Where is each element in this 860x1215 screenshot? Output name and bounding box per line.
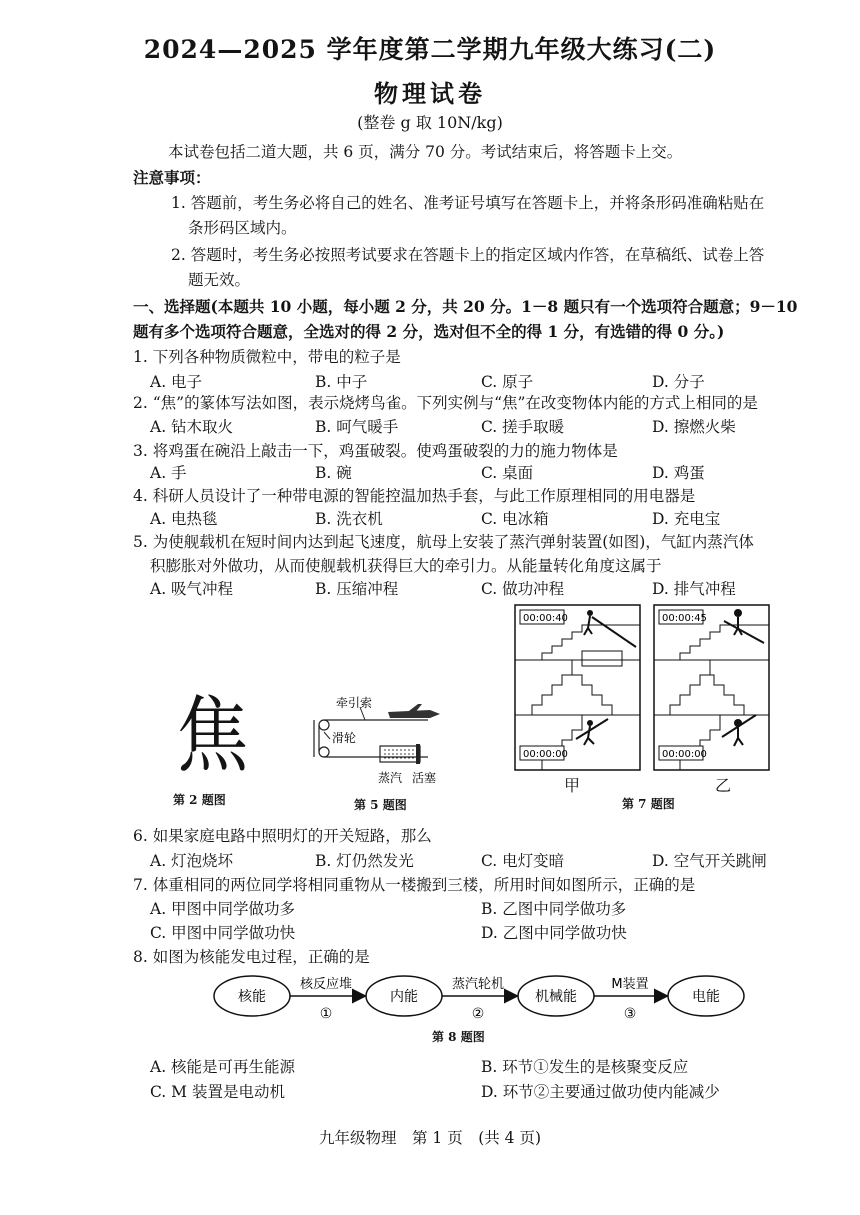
notice-item: 条形码区域内。: [188, 219, 297, 237]
question-stem-6: 6. 如果家庭电路中照明灯的开关短路，那么: [133, 827, 432, 845]
figure-8: [210, 968, 750, 1046]
notice-item: 题无效。: [188, 271, 251, 289]
figure-8-caption: 第 8 题图: [432, 1030, 485, 1044]
steam-catapult-diagram: [310, 692, 460, 787]
option-c: C. 做功冲程: [481, 580, 565, 598]
option-c: C. 甲图中同学做功快: [150, 924, 296, 942]
option-b: B. 压缩冲程: [315, 580, 399, 598]
svg-text:③: ③: [623, 1006, 637, 1022]
svg-text:核能: 核能: [238, 989, 266, 1005]
option-d: D. 空气开关跳闸: [652, 852, 767, 870]
option-a: A. 电热毯: [150, 510, 218, 528]
question-stem-3: 3. 将鸡蛋在碗沿上敲击一下，鸡蛋破裂。使鸡蛋破裂的力的施力物体是: [133, 442, 618, 460]
option-c: C. 电冰箱: [481, 510, 549, 528]
svg-text:核反应堆: 核反应堆: [299, 977, 353, 992]
option-a: A. 钻木取火: [150, 418, 234, 436]
option-a: A. 手: [150, 464, 187, 482]
seal-script-jiao-glyph: 焦: [176, 686, 249, 784]
svg-text:电能: 电能: [692, 989, 720, 1005]
option-d: D. 鸡蛋: [652, 464, 705, 482]
option-c: C. 桌面: [481, 464, 534, 482]
question-stem-4: 4. 科研人员设计了一种带电源的智能控温加热手套，与此工作原理相同的用电器是: [133, 487, 696, 505]
question-stem-8: 8. 如图为核能发电过程，正确的是: [133, 948, 370, 966]
figure-7-caption: 第 7 题图: [622, 797, 675, 811]
option-a: A. 吸气冲程: [150, 580, 234, 598]
label-steam: 蒸汽: [378, 771, 403, 785]
option-d: D. 分子: [652, 373, 705, 391]
section-heading: 题有多个选项符合题意，全选对的得 2 分，选对但不全的得 1 分，有选错的得 0 分。): [133, 322, 725, 341]
option-c: C. 原子: [481, 373, 534, 391]
panel-yi-label: 乙: [715, 776, 732, 795]
question-stem-7: 7. 体重相同的两位同学将相同重物从一楼搬到三楼，所用时间如图所示，正确的是: [133, 876, 696, 894]
figure-2: [165, 686, 260, 807]
label-pulley: 滑轮: [332, 731, 357, 745]
svg-text:①: ①: [319, 1006, 333, 1022]
timer-yi-top: 00:00:45: [662, 613, 707, 624]
figure-7: [512, 603, 772, 813]
constant-note: (整卷 g 取 10N/kg): [357, 113, 503, 132]
timer-yi-bottom: 00:00:00: [662, 749, 707, 760]
figure-2-caption: 第 2 题图: [173, 793, 226, 807]
stairs-timing-diagram: [512, 603, 772, 773]
figure-5-caption: 第 5 题图: [354, 798, 407, 812]
panel-jia: [515, 605, 640, 770]
option-d: D. 乙图中同学做功快: [481, 924, 627, 942]
option-b: B. 环节①发生的是核聚变反应: [481, 1058, 689, 1076]
subject-title: 物理试卷: [374, 79, 486, 108]
option-a: A. 电子: [150, 373, 203, 391]
label-tow-cable: 牵引索: [336, 696, 373, 710]
svg-text:内能: 内能: [390, 989, 418, 1005]
option-b: B. 呵气暖手: [315, 418, 399, 436]
option-a: A. 核能是可再生能源: [150, 1058, 296, 1076]
figure-5: [310, 692, 460, 812]
notice-item: 1. 答题前，考生务必将自己的姓名、准考证号填写在答题卡上，并将条形码准确粘贴在: [171, 194, 765, 212]
piston: [416, 744, 420, 764]
svg-text:②: ②: [471, 1006, 485, 1022]
question-stem-2: 2. “焦”的篆体写法如图，表示烧烤鸟雀。下列实例与“焦”在改变物体内能的方式上相同的是: [133, 394, 758, 412]
option-b: B. 中子: [315, 373, 368, 391]
option-d: D. 擦燃火柴: [652, 418, 736, 436]
pulley-bottom-icon: [319, 747, 329, 757]
option-a: A. 甲图中同学做功多: [150, 900, 296, 918]
option-c: C. 搓手取暖: [481, 418, 565, 436]
svg-text:蒸汽轮机: 蒸汽轮机: [451, 977, 505, 992]
pulley-top-icon: [319, 720, 329, 730]
option-a: A. 灯泡烧坏: [150, 852, 234, 870]
option-d: D. 充电宝: [652, 510, 721, 528]
option-d: D. 排气冲程: [652, 580, 736, 598]
intro-text: 本试卷包括二道大题，共 6 页，满分 70 分。考试结束后，将答题卡上交。: [168, 143, 683, 161]
option-d: D. 环节②主要通过做功使内能减少: [481, 1083, 720, 1101]
svg-text:机械能: 机械能: [535, 989, 577, 1005]
notice-label: 注意事项：: [133, 168, 211, 187]
notice-item: 2. 答题时，考生务必按照考试要求在答题卡上的指定区域内作答，在草稿纸、试卷上答: [171, 246, 765, 264]
section-heading: 一、选择题(本题共 10 小题，每小题 2 分，共 20 分。1－8 题只有一个选项符合题意；9－10: [133, 297, 798, 316]
option-b: B. 碗: [315, 464, 352, 482]
option-b: B. 灯仍然发光: [315, 852, 414, 870]
panel-jia-label: 甲: [564, 776, 581, 795]
page-footer: 九年级物理 第 1 页 (共 4 页): [318, 1129, 542, 1147]
timer-jia-bottom: 00:00:00: [523, 749, 568, 760]
exam-title: 2024—2025 学年度第二学期九年级大练习(二): [143, 35, 717, 64]
label-piston: 活塞: [412, 771, 437, 785]
option-b: B. 乙图中同学做功多: [481, 900, 627, 918]
question-stem-5-cont: 积膨胀对外做功，从而使舰载机获得巨大的牵引力。从能量转化角度这属于: [150, 557, 662, 575]
nuclear-power-flow-diagram: [210, 968, 750, 1026]
option-c: C. 电灯变暗: [481, 852, 565, 870]
question-stem-1: 1. 下列各种物质微粒中，带电的粒子是: [133, 348, 401, 366]
question-stem-5: 5. 为使舰载机在短时间内达到起飞速度，航母上安装了蒸汽弹射装置(如图)，气缸内蒸汽体: [133, 533, 754, 551]
option-c: C. M 装置是电动机: [150, 1083, 285, 1101]
timer-jia-top: 00:00:40: [523, 613, 568, 624]
svg-text:M装置: M装置: [611, 977, 649, 992]
option-b: B. 洗衣机: [315, 510, 383, 528]
panel-yi: [654, 605, 769, 770]
